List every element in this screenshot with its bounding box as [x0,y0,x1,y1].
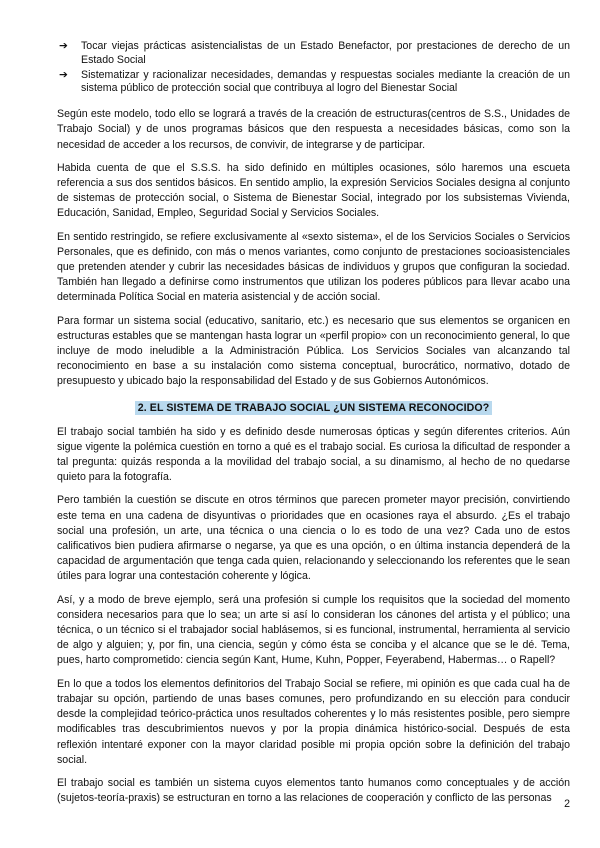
paragraph: Así, y a modo de breve ejemplo, será una profesión si cumple los requisitos que la sociedad del momento considera necesarios para que lo sea; un arte si así lo consideran los cánones del artista y el público; una técnica, o un técnico si el trabajador social hablásemos, si es funcional, instrumental, herramienta al servicio de algo y alguien; y, por fin, una ciencia, según y cómo ésta se conciba y el alcance que se le dé. Tema, pues, harto comprometido: ciencia según Kant, Hume, Kuhn, Popper, Feyerabend, Habermas… o Rapell? [57,593,570,667]
section-heading: 2. EL SISTEMA DE TRABAJO SOCIAL ¿UN SISTEMA RECONOCIDO? [135,401,493,415]
bullet-item [57,69,570,97]
paragraph: En lo que a todos los elementos definitorios del Trabajo Social se refiere, mi opinión es que cada cual ha de trabajar su opción, partiendo de unas bases comunes, pero profundizando en su elección para conducir desde la complejidad teórico-práctica unos resultados coherentes y lo más resistentes posible, pero siempre modificables tras descubrimientos nuevos y por la propia dinámica histórico-social. Después de esta reflexión intentaré exponer con la mayor claridad posible mi propia opción sobre la definición del trabajo social. [57,677,570,766]
paragraph: Para formar un sistema social (educativo, sanitario, etc.) es necesario que sus elementos se organicen en estructuras estables que se mantengan hasta lograr un «perfil propio» con un reconocimiento general, lo que incluye de modo ineludible a la Administración Pública. Los Servicios Sociales van alcanzando tal reconocimiento en base a su instalación como sistema conceptual, burocrático, normativo, dotado de presupuesto y ubicado bajo la responsabilidad del Estado y de sus Gobiernos Autonómicos. [57,314,570,388]
section-heading-row [57,398,570,416]
bullet-text: Tocar viejas prácticas asistencialistas de un Estado Benefactor, por prestaciones de derecho de un Estado Social [81,40,570,66]
paragraph: En sentido restringido, se refiere exclusivamente al «sexto sistema», el de los Servicios Sociales o Servicios Personales, que es definido, con más o menos variantes, como conjunto de prestaciones socioasistenciales que pretenden atender y cubrir las necesidades básicas de individuos y grupos que configuran la sociedad. También han llegado a definirse como instrumentos que utilizan los poderes públicos para llevar acabo una determinada Política Social en materia asistencial y de acción social. [57,230,570,304]
paragraph: Habida cuenta de que el S.S.S. ha sido definido en múltiples ocasiones, sólo haremos una escueta referencia a sus dos sentidos básicos. En sentido amplio, la expresión Servicios Sociales designa al conjunto de sistemas de protección social, o Sistema de Bienestar Social, integrado por los subsistemas Vivienda, Educación, Sanidad, Empleo, Seguridad Social y Servicios Sociales. [57,161,570,220]
paragraph: Pero también la cuestión se discute en otros términos que parecen prometer mayor precisión, convirtiendo este tema en una cadena de disyuntivas o prioridades que en ocasiones raya el absurdo. ¿Es el trabajo social una profesión, un arte, una técnica o una ciencia o lo es todo de una vez? Cada uno de estos calificativos bien pudiera afirmarse o negarse, ya que es una opción, o en última instancia dependerá de la capacidad de argumentación que tenga cada quien, relacionando y seleccionando los referentes que le sean útiles para lograr una contestación coherente y lógica. [57,494,570,583]
arrow-bullet-icon: ➔ [59,68,68,81]
paragraph: El trabajo social también ha sido y es definido desde numerosas ópticas y según diferentes criterios. Aún sigue vigente la polémica cuestión en torno a qué es el trabajo social. Es curiosa la dificultad de responder a tal pregunta: quizás responda a la movilidad del trabajo social, a su dinamismo, al hecho de no quedarse quieto para la fotografía. [57,425,570,484]
arrow-bullet-icon: ➔ [59,40,68,52]
page-content [57,40,570,814]
paragraph: El trabajo social es también un sistema cuyos elementos tanto humanos como conceptuales y de acción (sujetos-teoría-praxis) se estructuran en torno a las relaciones de cooperación y conflicto de las personas [57,776,570,805]
page-number: 2 [564,798,570,810]
bullet-item [57,40,570,68]
bullet-text: Sistematizar y racionalizar necesidades, demandas y respuestas sociales mediante la creación de un sistema público de protección social que contribuya al logro del Bienestar Social [81,68,570,95]
paragraph: Según este modelo, todo ello se logrará a través de la creación de estructuras(centros de S.S., Unidades de Trabajo Social) y de unos programas básicos que den respuesta a necesidades básicas, como son la necesidad de acceder a los recursos, de convivir, de integrarse y de participar. [57,108,570,151]
bullet-list [57,40,570,96]
